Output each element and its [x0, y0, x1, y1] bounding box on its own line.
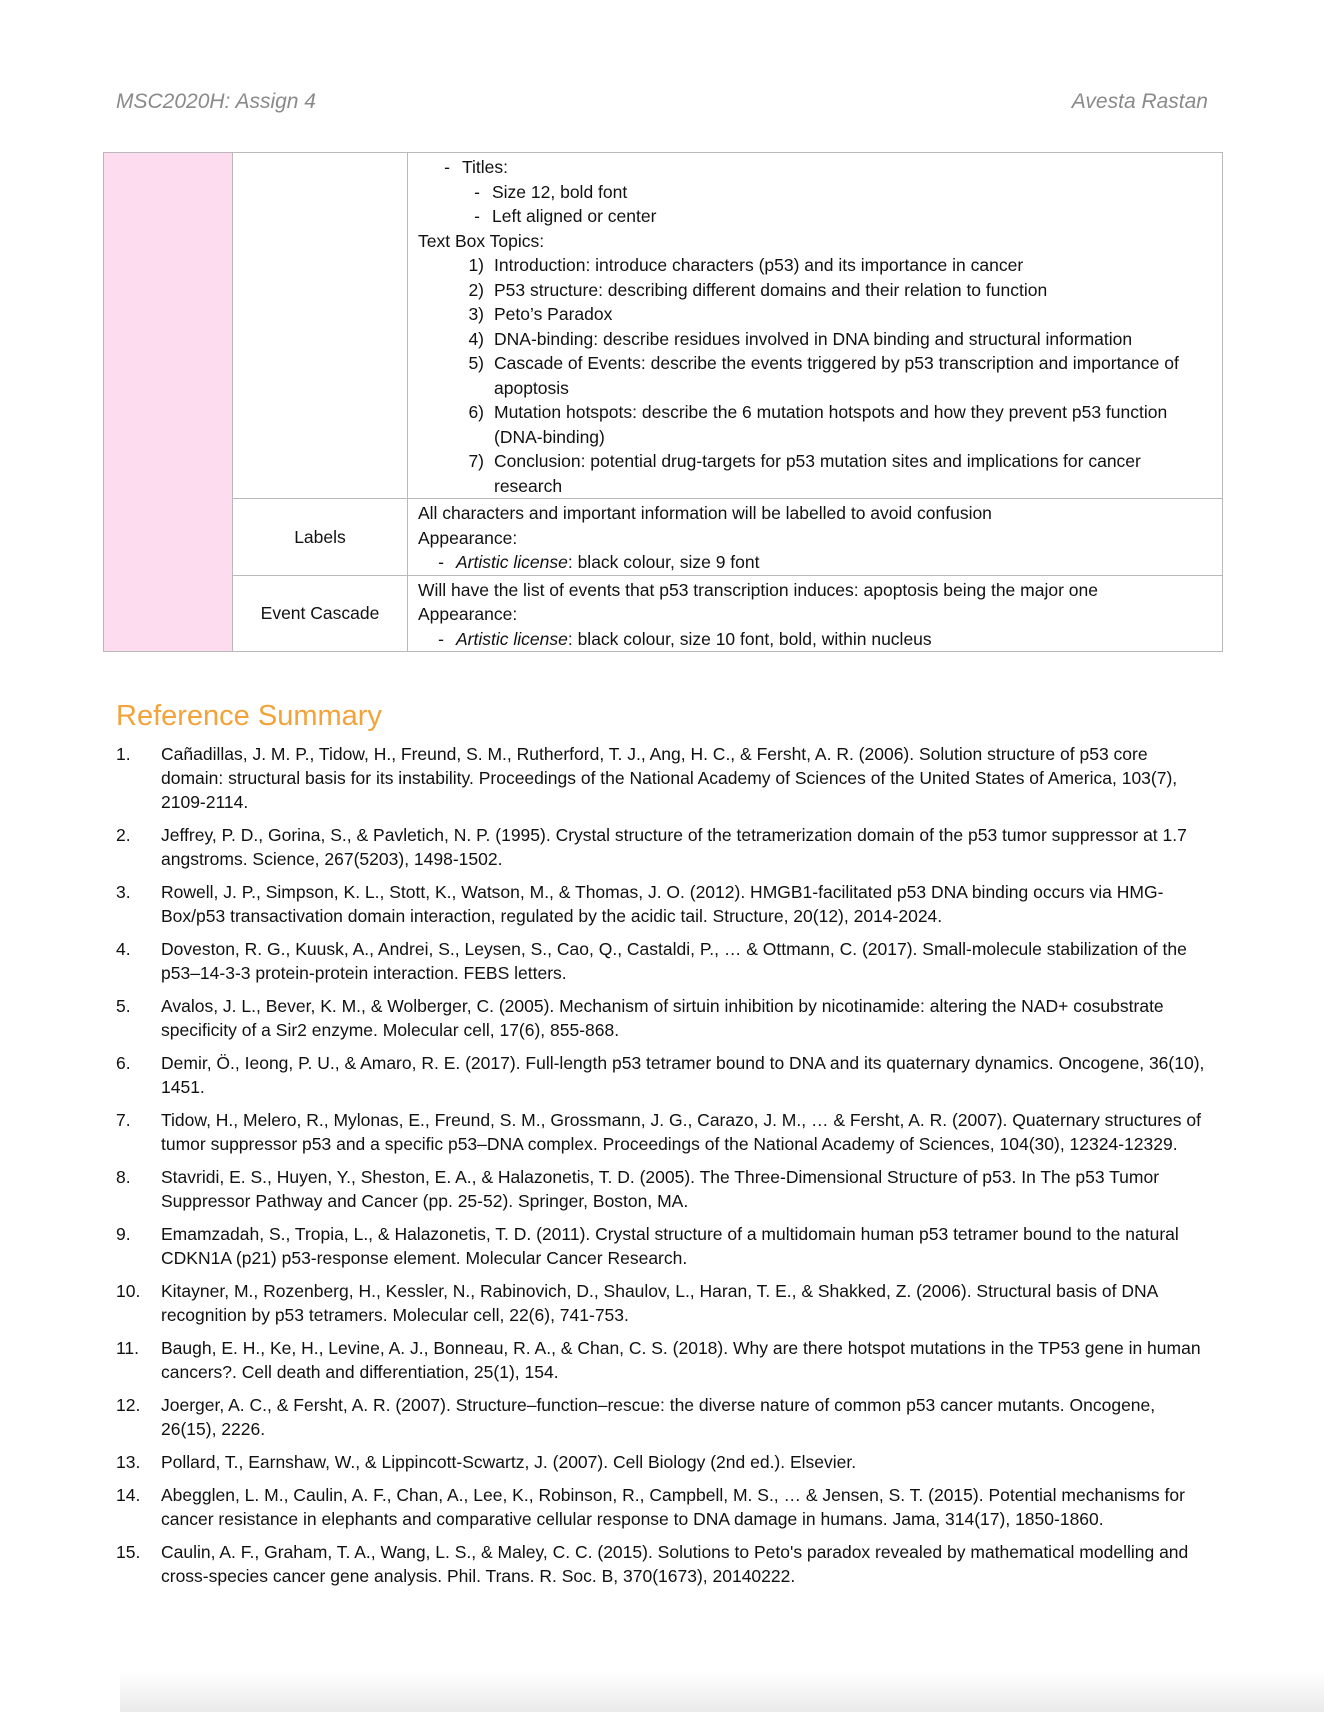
list-item	[418, 327, 1212, 352]
labels-description: All characters and important information will be labelled to avoid confusion	[418, 503, 992, 523]
specification-table	[103, 152, 1223, 652]
reference-text: Doveston, R. G., Kuusk, A., Andrei, S., Leysen, S., Cao, Q., Castaldi, P., … & Ottmann, C. (2017). Small-molecule stabilization of the p53–14-3-3 protein-protein interaction. FEBS letters.	[161, 939, 1187, 983]
reference-text: Demir, Ö., Ieong, P. U., & Amaro, R. E. (2017). Full-length p53 tetramer bound to DNA and its quaternary dynamics. Oncogene, 36(10), 1451.	[161, 1053, 1205, 1097]
header-author: Avesta Rastan	[1071, 90, 1208, 113]
list-item	[418, 302, 1212, 327]
reference-item	[116, 1108, 1206, 1156]
titles-item: Left aligned or center	[492, 206, 657, 226]
topic-number: 2)	[468, 279, 484, 300]
reference-number: 10.	[116, 1281, 141, 1301]
dash-bullet: -	[474, 181, 480, 202]
list-item	[418, 449, 1212, 498]
reference-text: Rowell, J. P., Simpson, K. L., Stott, K., Watson, M., & Thomas, J. O. (2012). HMGB1-facilitated p53 DNA binding occurs via HMG-Box/p53 transactivation domain interaction, regulated by the acidic tail. Structure, 20(12), 2014-2024.	[161, 882, 1164, 926]
topic-number: 7)	[468, 451, 484, 471]
reference-number: 8.	[116, 1167, 131, 1187]
dash-bullet: -	[444, 157, 450, 177]
topic-text: DNA-binding: describe residues involved in DNA binding and structural information	[494, 328, 1133, 349]
reference-number: 11.	[116, 1338, 140, 1358]
reference-text: Avalos, J. L., Bever, K. M., & Wolberger, C. (2005). Mechanism of sirtuin inhibition by nicotinamide: altering the NAD+ cosubstrate specificity of a Sir2 enzyme. Molecular cell, 17(6), 855-868.	[161, 996, 1164, 1040]
reference-text: Jeffrey, P. D., Gorina, S., & Pavletich, N. P. (1995). Crystal structure of the tetramerization domain of the p53 tumor suppressor at 1.7 angstroms. Science, 267(5203), 1498-1502.	[161, 825, 1187, 869]
appearance-detail	[456, 627, 932, 652]
topic-text: Cascade of Events: describe the events triggered by p53 transcription and importance of apoptosis	[494, 353, 1179, 398]
dash-bullet: -	[438, 552, 444, 572]
topics-label: Text Box Topics:	[418, 230, 545, 251]
topic-text: Mutation hotspots: describe the 6 mutation hotspots and how they prevent p53 function (DNA-binding)	[494, 402, 1168, 447]
reference-text: Joerger, A. C., & Fersht, A. R. (2007). Structure–function–rescue: the diverse nature of common p53 cancer mutants. Oncogene, 26(15), 2226.	[161, 1395, 1156, 1439]
dash-bullet: -	[474, 206, 480, 226]
topic-number: 1)	[468, 255, 484, 275]
category-color-cell	[104, 153, 233, 652]
appearance-detail	[456, 550, 759, 575]
reference-item	[116, 1540, 1206, 1588]
reference-item	[116, 1393, 1206, 1441]
topic-number: 3)	[468, 304, 484, 324]
artistic-license-label: Artistic license	[456, 628, 568, 649]
reference-number: 6.	[116, 1053, 131, 1073]
dash-bullet: -	[438, 628, 444, 649]
reference-number: 14.	[116, 1485, 141, 1505]
topic-text: Peto’s Paradox	[494, 304, 613, 324]
titles-item: Size 12, bold font	[492, 181, 628, 202]
reference-number: 2.	[116, 825, 131, 845]
list-item	[418, 351, 1212, 400]
reference-number: 9.	[116, 1224, 131, 1244]
artistic-license-label: Artistic license	[456, 552, 568, 572]
table-row	[104, 153, 1223, 499]
reference-item	[116, 823, 1206, 871]
row-label-labels: Labels	[233, 499, 408, 576]
reference-number: 7.	[116, 1110, 131, 1130]
reference-item	[116, 1483, 1206, 1531]
reference-item	[116, 1051, 1206, 1099]
reference-item	[116, 937, 1206, 985]
row-label-event-cascade: Event Cascade	[233, 575, 408, 652]
reference-text: Emamzadah, S., Tropia, L., & Halazonetis, T. D. (2011). Crystal structure of a multidomain human p53 tetramer bound to the natural CDKN1A (p21) p53-response element. Molecular Cancer Research.	[161, 1224, 1179, 1268]
list-item	[418, 253, 1212, 278]
reference-text: Stavridi, E. S., Huyen, Y., Sheston, E. A., & Halazonetis, T. D. (2005). The Three-Dimensional Structure of p53. In The p53 Tumor Suppressor Pathway and Cancer (pp. 25-52). Springer, Boston, MA.	[161, 1167, 1160, 1211]
reference-text: Tidow, H., Melero, R., Mylonas, E., Freund, S. M., Grossmann, J. G., Carazo, J. M., … & Fersht, A. R. (2007). Quaternary structures of tumor suppressor p53 and a specific p53–DNA complex. Proceedings of the National Academy of Sciences, 104(30), 12324-12329.	[161, 1110, 1201, 1154]
titles-label: Titles:	[462, 157, 509, 177]
reference-item	[116, 1336, 1206, 1384]
reference-text: Caulin, A. F., Graham, T. A., Wang, L. S., & Maley, C. C. (2015). Solutions to Peto's paradox revealed by mathematical modelling and cross-species cancer gene analysis. Phil. Trans. R. Soc. B, 370(1673), 20140222.	[161, 1542, 1189, 1586]
list-item	[418, 627, 1212, 652]
reference-text: Kitayner, M., Rozenberg, H., Kessler, N., Rabinovich, D., Shaulov, L., Haran, T. E., & Shakked, Z. (2006). Structural basis of DNA recognition by p53 tetramers. Molecular cell, 22(6), 741-753.	[161, 1281, 1158, 1325]
reference-item	[116, 1279, 1206, 1327]
reference-number: 1.	[116, 744, 131, 764]
list-item	[418, 400, 1212, 449]
list-item	[418, 550, 1212, 575]
list-item	[418, 204, 1212, 229]
reference-item	[116, 742, 1206, 814]
reference-number: 12.	[116, 1395, 141, 1415]
reference-number: 5.	[116, 996, 131, 1016]
event-cascade-description: Will have the list of events that p53 transcription induces: apoptosis being the major one	[418, 579, 1098, 600]
reference-list	[116, 742, 1206, 1597]
list-item	[418, 155, 1212, 180]
row-label-empty	[233, 153, 408, 499]
reference-text: Baugh, E. H., Ke, H., Levine, A. J., Bonneau, R. A., & Chan, C. S. (2018). Why are there hotspot mutations in the TP53 gene in human cancers?. Cell death and differentiation, 25(1), 154.	[161, 1338, 1201, 1382]
appearance-label: Appearance:	[418, 527, 518, 548]
topic-number: 5)	[468, 353, 484, 373]
table-row	[104, 575, 1223, 652]
reference-item	[116, 1165, 1206, 1213]
reference-number: 15.	[116, 1542, 141, 1562]
topic-text: P53 structure: describing different domains and their relation to function	[494, 279, 1048, 300]
reference-text: Pollard, T., Earnshaw, W., & Lippincott-Scwartz, J. (2007). Cell Biology (2nd ed.). Elsevier.	[161, 1452, 857, 1472]
event-cascade-content-cell	[408, 575, 1223, 652]
list-item	[418, 278, 1212, 303]
reference-summary-heading: Reference Summary	[116, 700, 382, 732]
appearance-label: Appearance:	[418, 604, 518, 624]
reference-number: 13.	[116, 1452, 141, 1472]
topic-text: Conclusion: potential drug-targets for p53 mutation sites and implications for cancer research	[494, 451, 1141, 496]
labels-content-cell	[408, 499, 1223, 576]
reference-number: 3.	[116, 882, 131, 902]
topic-number: 4)	[468, 328, 484, 349]
reference-item	[116, 994, 1206, 1042]
table-row	[104, 499, 1223, 576]
text-box-content-cell	[408, 153, 1223, 499]
reference-text: Abegglen, L. M., Caulin, A. F., Chan, A., Lee, K., Robinson, R., Campbell, M. S., … & Jensen, S. T. (2015). Potential mechanisms for cancer resistance in elephants and comparative cellular response to DNA damage in humans. Jama, 314(17), 1850-1860.	[161, 1485, 1185, 1529]
reference-text: Cañadillas, J. M. P., Tidow, H., Freund, S. M., Rutherford, T. J., Ang, H. C., & Fersht, A. R. (2006). Solution structure of p53 core domain: structural basis for its instability. Proceedings of the National Academy of Sciences of the United States of America, 103(7), 2109-2114.	[161, 744, 1178, 812]
reference-item	[116, 1222, 1206, 1270]
header-course: MSC2020H: Assign 4	[116, 90, 316, 113]
appearance-spec: : black colour, size 9 font	[567, 552, 760, 572]
topic-text: Introduction: introduce characters (p53) and its importance in cancer	[494, 255, 1024, 275]
topic-number: 6)	[468, 402, 484, 422]
appearance-spec: : black colour, size 10 font, bold, within nucleus	[567, 628, 932, 649]
reference-item	[116, 1450, 1206, 1474]
list-item	[418, 180, 1212, 205]
reference-item	[116, 880, 1206, 928]
reference-number: 4.	[116, 939, 131, 959]
page-edge-shadow	[120, 1672, 1324, 1712]
